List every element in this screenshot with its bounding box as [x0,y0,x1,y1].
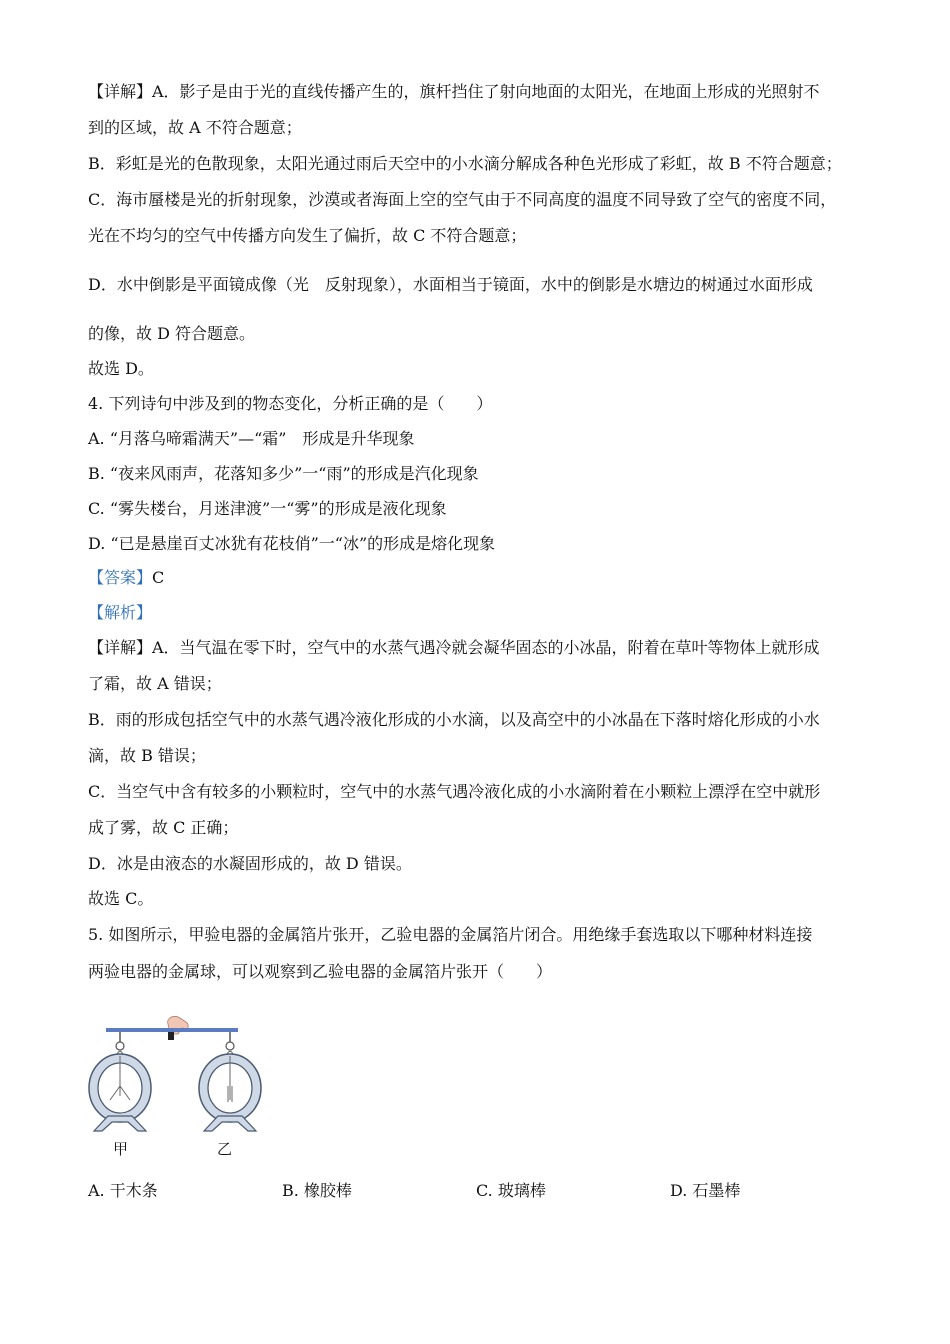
q4-detail-d: D．冰是由液态的水凝固形成的，故 D 错误。 [88,854,412,873]
q5-stem-line1: 5. 如图所示，甲验电器的金属箔片张开，乙验电器的金属箔片闭合。用绝缘手套选取以下哪种材料连接 [88,925,813,944]
electroscope-figure [86,1016,266,1161]
answer-value: C [152,568,165,587]
q4-option-a: A. “月落乌啼霜满天”—“霜” 形成是升华现象 [88,429,415,448]
electroscope-jia [89,1032,151,1131]
q4-analysis-label: 【解析】 [88,603,153,622]
q3-detail-a-line2: 到的区域，故 A 不符合题意； [88,118,302,137]
q3-detail-a-line1: 【详解】A．影子是由于光的直线传播产生的，旗杆挡住了射向地面的太阳光，在地面上形成的光照射不 [88,82,820,101]
q3-detail-d-line1: D．水中倒影是平面镜成像（光 反射现象），水面相当于镜面，水中的倒影是水塘边的树通过水面形成 [88,275,813,294]
electroscope-yi [199,1032,261,1131]
q4-option-d: D. “已是悬崖百丈冰犹有花枝俏”一“冰”的形成是熔化现象 [88,534,496,553]
label-yi: 乙 [217,1140,233,1158]
q4-option-b: B. “夜来风雨声，花落知多少”一“雨”的形成是汽化现象 [88,464,479,483]
q5-stem-line2: 两验电器的金属球，可以观察到乙验电器的金属箔片张开（ ） [88,962,553,981]
q4-answer [88,568,164,588]
q4-conclusion: 故选 C。 [88,889,154,908]
q3-detail-c-line1: C．海市蜃楼是光的折射现象，沙漠或者海面上空的空气由于不同高度的温度不同导致了空气的密度不同， [88,190,837,209]
q4-detail-a-line2: 了霜，故 A 错误； [88,674,222,693]
q3-detail-b: B．彩虹是光的色散现象，太阳光通过雨后天空中的小水滴分解成各种色光形成了彩虹，故 B 不符合题意； [88,154,842,173]
q4-detail-c-line2: 成了雾，故 C 正确； [88,818,239,837]
q4-option-c: C. “雾失楼台，月迷津渡”一“雾”的形成是液化现象 [88,499,447,518]
q3-conclusion: 故选 D。 [88,359,154,378]
q5-option-a: A. 干木条 [88,1181,158,1200]
q5-option-c: C. 玻璃棒 [476,1181,546,1200]
q3-detail-d-line2: 的像，故 D 符合题意。 [88,324,256,343]
q4-detail-c-line1: C．当空气中含有较多的小颗粒时，空气中的水蒸气遇冷液化成的小水滴附着在小颗粒上漂浮在空中就形 [88,782,821,801]
q4-detail-b-line2: 滴，故 B 错误； [88,746,206,765]
q4-detail-a-line1: 【详解】A．当气温在零下时，空气中的水蒸气遇冷就会凝华固态的小冰晶，附着在草叶等物体上就形成 [88,638,820,657]
answer-label: 【答案】 [88,568,153,587]
q5-option-d: D. 石墨棒 [670,1181,741,1200]
label-jia: 甲 [113,1140,129,1158]
q4-stem: 4. 下列诗句中涉及到的物态变化，分析正确的是（ ） [88,394,493,413]
q5-option-b: B. 橡胶棒 [282,1181,352,1200]
q4-detail-b-line1: B．雨的形成包括空气中的水蒸气遇冷液化形成的小水滴，以及高空中的小冰晶在下落时熔化形成的小水 [88,710,820,729]
connecting-rod [106,1028,238,1032]
q3-detail-c-line2: 光在不均匀的空气中传播方向发生了偏折，故 C 不符合题意； [88,226,527,245]
